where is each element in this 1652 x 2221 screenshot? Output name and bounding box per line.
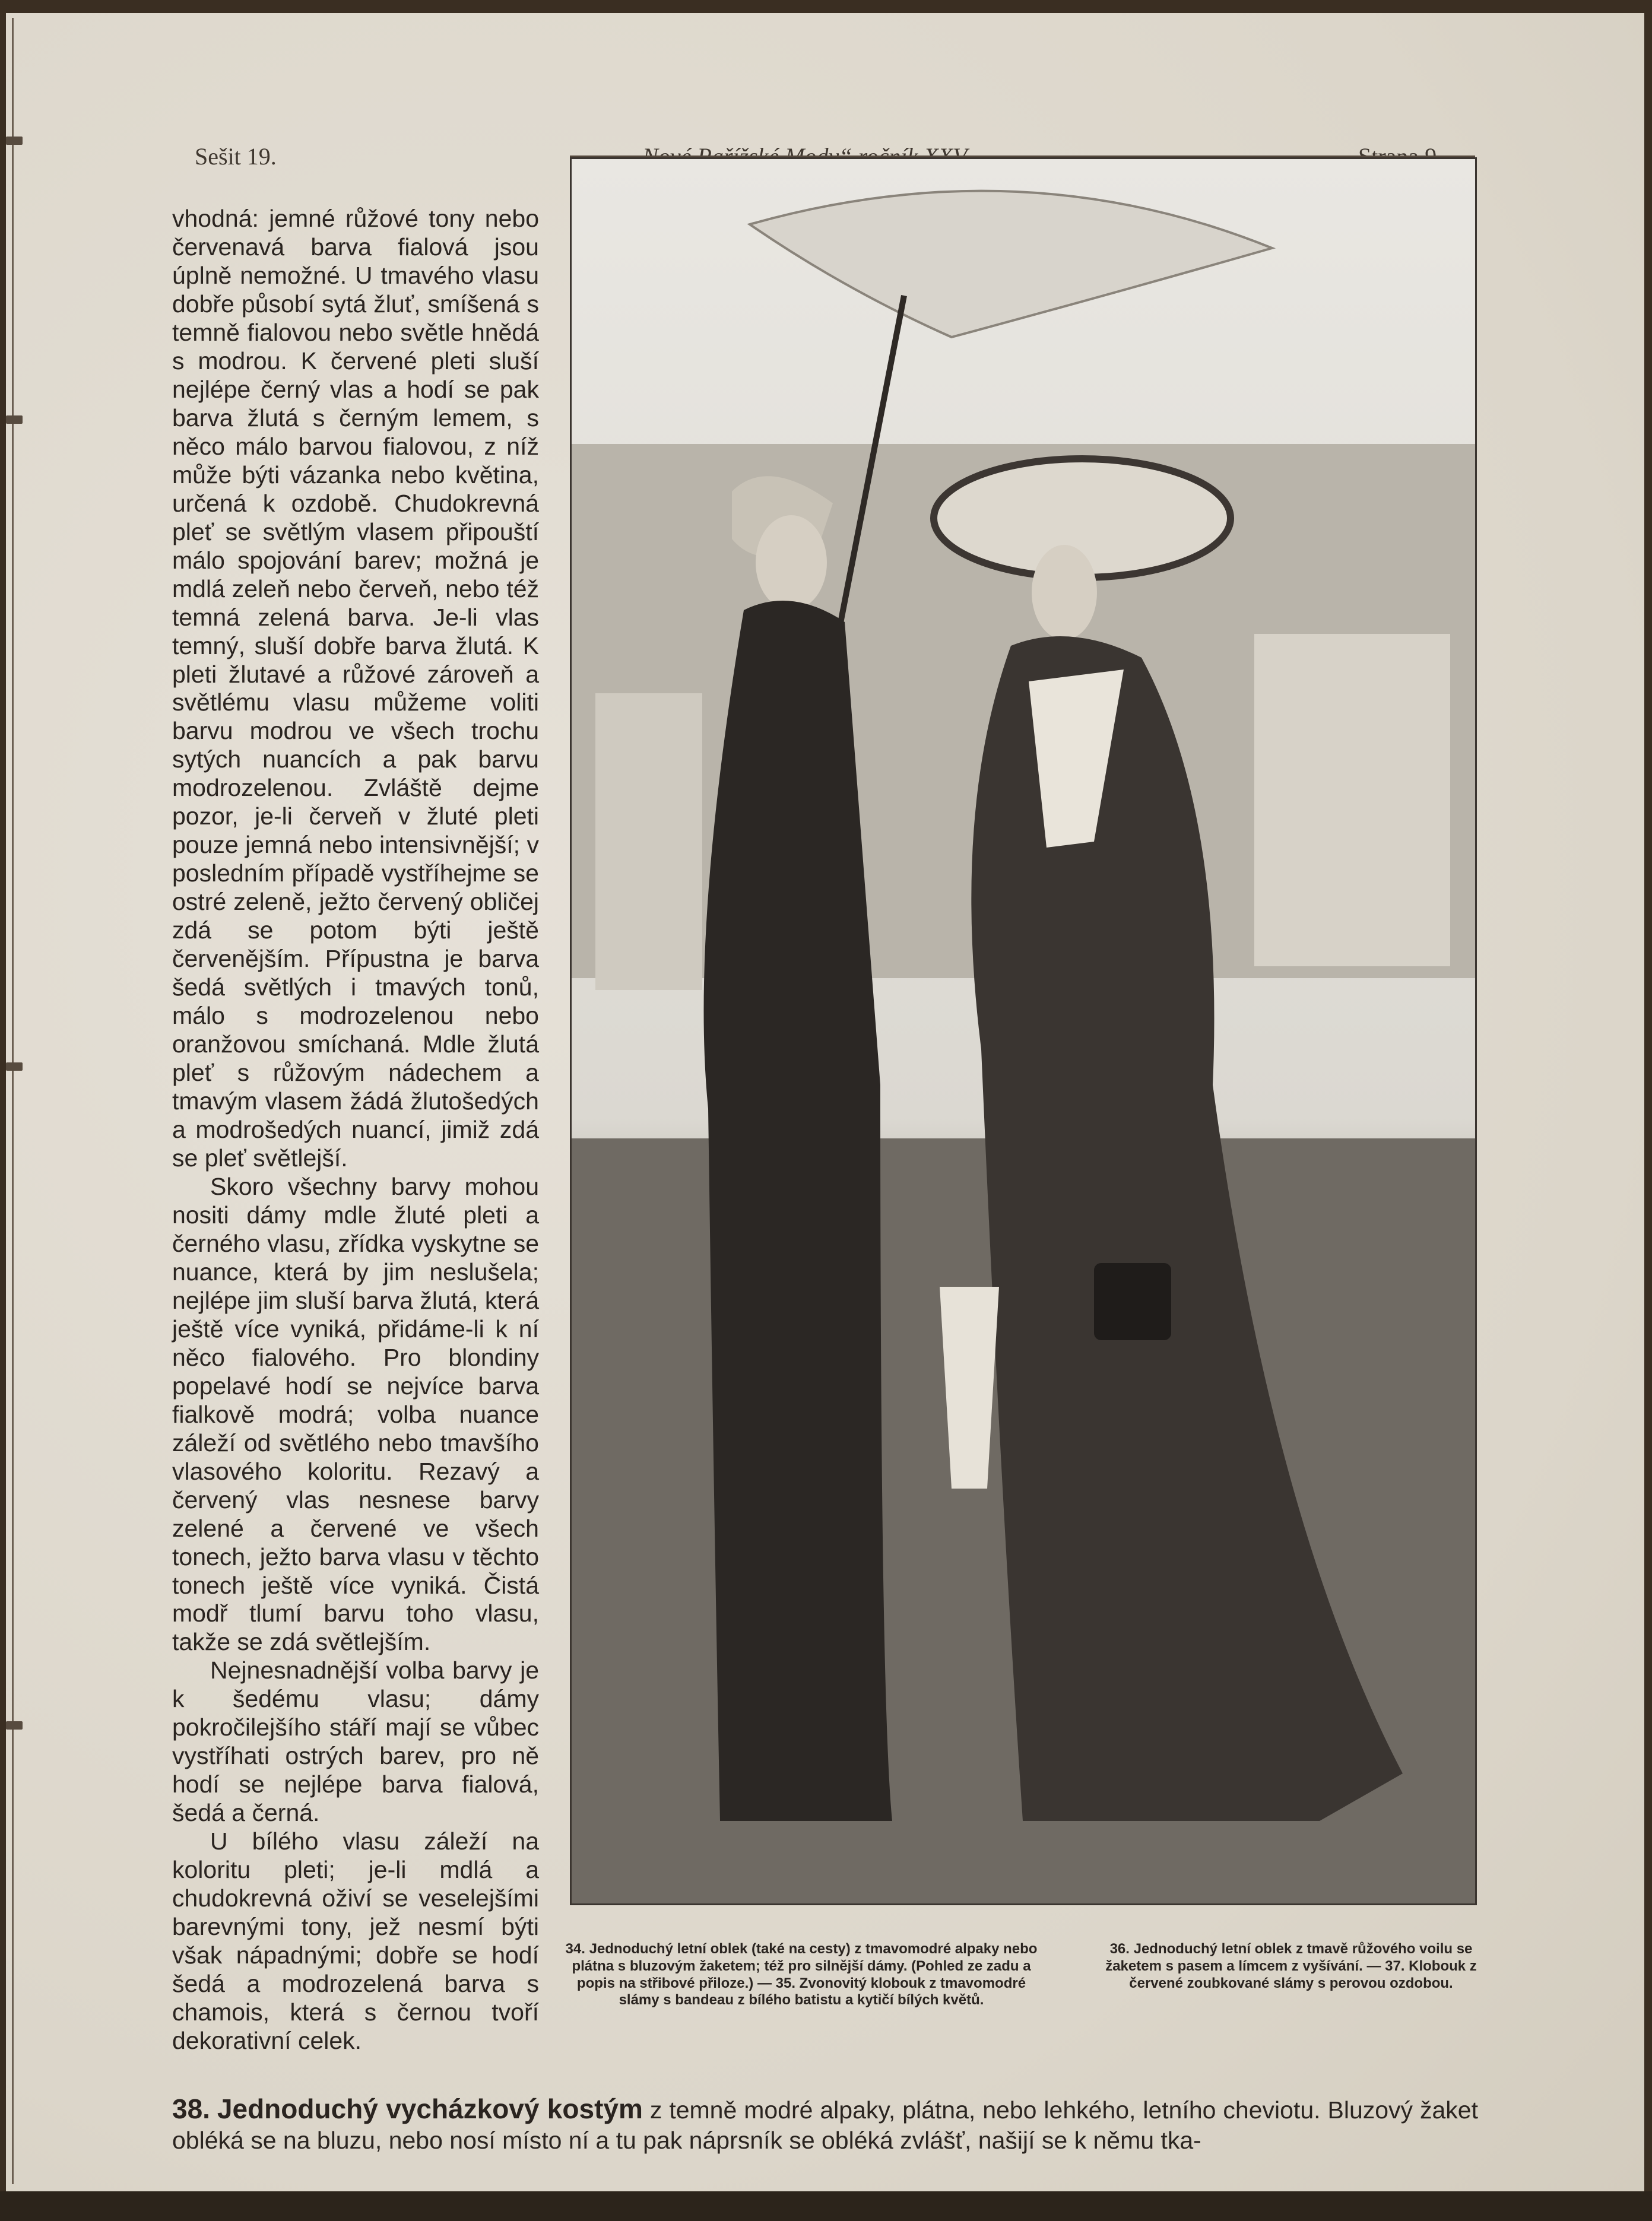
- handbag: [1094, 1263, 1171, 1340]
- caption-left: 34. Jednoduchý letní oblek (také na cesty) z tmavomodré alpaky nebo plátna s bluzovým žaketem; též pro silnější dámy. (Pohled ze zadu a popis na střibové přiloze.) — 35. Zvonovitý klobouk z tmavomodré slámy s bandeau z bílého batistu a kytičí bílých květů.: [565, 1941, 1038, 2009]
- building-right: [1254, 634, 1450, 966]
- fashion-illustration: [570, 157, 1477, 1905]
- item-text: z temně modré alpaky, plátna, nebo lehkého, letního cheviotu. Bluzový žaket obléká se na bluzu, nebo nosí místo ní a tu pak náprsník se obléká zvlášť, našijí se k němu tka-: [172, 2096, 1478, 2155]
- binding-rule: [12, 18, 14, 2184]
- caption-right: 36. Jednoduchý letní oblek z tmavě růžového voilu se žaketem s pasem a límcem z vyšívání. — 37. Klobouk z červené zoubkované slámy s perovou ozdobou.: [1105, 1941, 1477, 1991]
- margin-mark: [6, 1062, 23, 1071]
- issue-label: Sešit 19.: [195, 143, 277, 170]
- building-left: [595, 693, 702, 990]
- parasol: [750, 191, 1272, 337]
- article-paragraph: U bílého vlasu záleží na koloritu pleti; je-li mdlá a chudokrevná oživí se veselejšími barevnými tony, jež nesmí býti však nápadnými; dobře se hodí šedá a modrozelená barva s chamois, která s černou tvoří dekorativní celek.: [172, 1827, 539, 2054]
- article-paragraph: vhodná: jemné růžové tony nebo červenavá barva fialová jsou úplně nemožné. U tmavého vlasu dobře působí sytá žluť, smíšená s temně fialovou nebo světle hnědá s modrou. K červené pleti sluší nejlépe černý vlas a hodí se pak barva žlutá s černým lemem, s něco málo barvou fialovou, z níž může býti vázanka nebo květina, určená k ozdobě. Chudokrevná pleť se světlým vlasem připouští málo spojování barev; možná je mdlá zeleň nebo červeň, nebo též temná zelená barva. Je-li vlas temný, sluší dobře barva žlutá. K pleti žlutavé a růžové zároveň a světlému vlasu můžeme voliti barvu modrou ve všech trochu sytých nuancích a pak barvu modrozelenou. Zvláště dejme pozor, je-li červeň v žluté pleti pouze jemná nebo intensivnější; v posledním případě vystříhejme se ostré zeleně, ježto červený obličej zdá se potom býti ještě červenějším. Přípustna je barva šedá světlých i tmavých tonů, málo s modrozelenou nebo oranžovou smíchaná. Mdle žlutá pleť s růžovým nádechem a tmavým vlasem žádá žlutošedých a modrošedých nuancí, jimiž zdá se pleť světlejší.: [172, 205, 539, 1172]
- footer-paragraph: [172, 2092, 1478, 2155]
- article-column: [172, 205, 539, 2055]
- scan-top-border: [0, 0, 1652, 13]
- right-figure-face: [1032, 545, 1097, 640]
- item-title: Jednoduchý vycházkový kostým: [217, 2093, 643, 2124]
- margin-mark: [6, 1721, 23, 1730]
- scan-bottom-border: [0, 2191, 1652, 2221]
- margin-mark: [6, 415, 23, 424]
- left-figure-face: [756, 515, 827, 610]
- article-paragraph: Nejnesnadnější volba barvy je k šedému vlasu; dámy pokročilejšího stáří mají se vůbec vystříhati ostrých barev, pro ně hodí se nejlépe barva fialová, šedá a černá.: [172, 1657, 539, 1827]
- margin-mark: [6, 137, 23, 145]
- illustration-drawing: [572, 159, 1475, 1903]
- article-paragraph: Skoro všechny barvy mohou nositi dámy mdle žluté pleti a černého vlasu, zřídka vyskytne se nuance, která by jim neslušela; nejlépe jim sluší barva žlutá, která ještě více vyniká, přidáme-li k ní něco fialového. Pro blondiny popelavé hodí se nejvíce barva fialkově modrá; volba nuance záleží od světlého nebo tmavšího vlasového koloritu. Rezavý a červený vlas nesnese barvy zelené a červené ve všech tonech, ježto barva vlasu v těchto tonech ještě více vyniká. Čistá modř tlumí barvu toho vlasu, takže se zdá světlejším.: [172, 1172, 539, 1656]
- item-number: 38.: [172, 2093, 210, 2124]
